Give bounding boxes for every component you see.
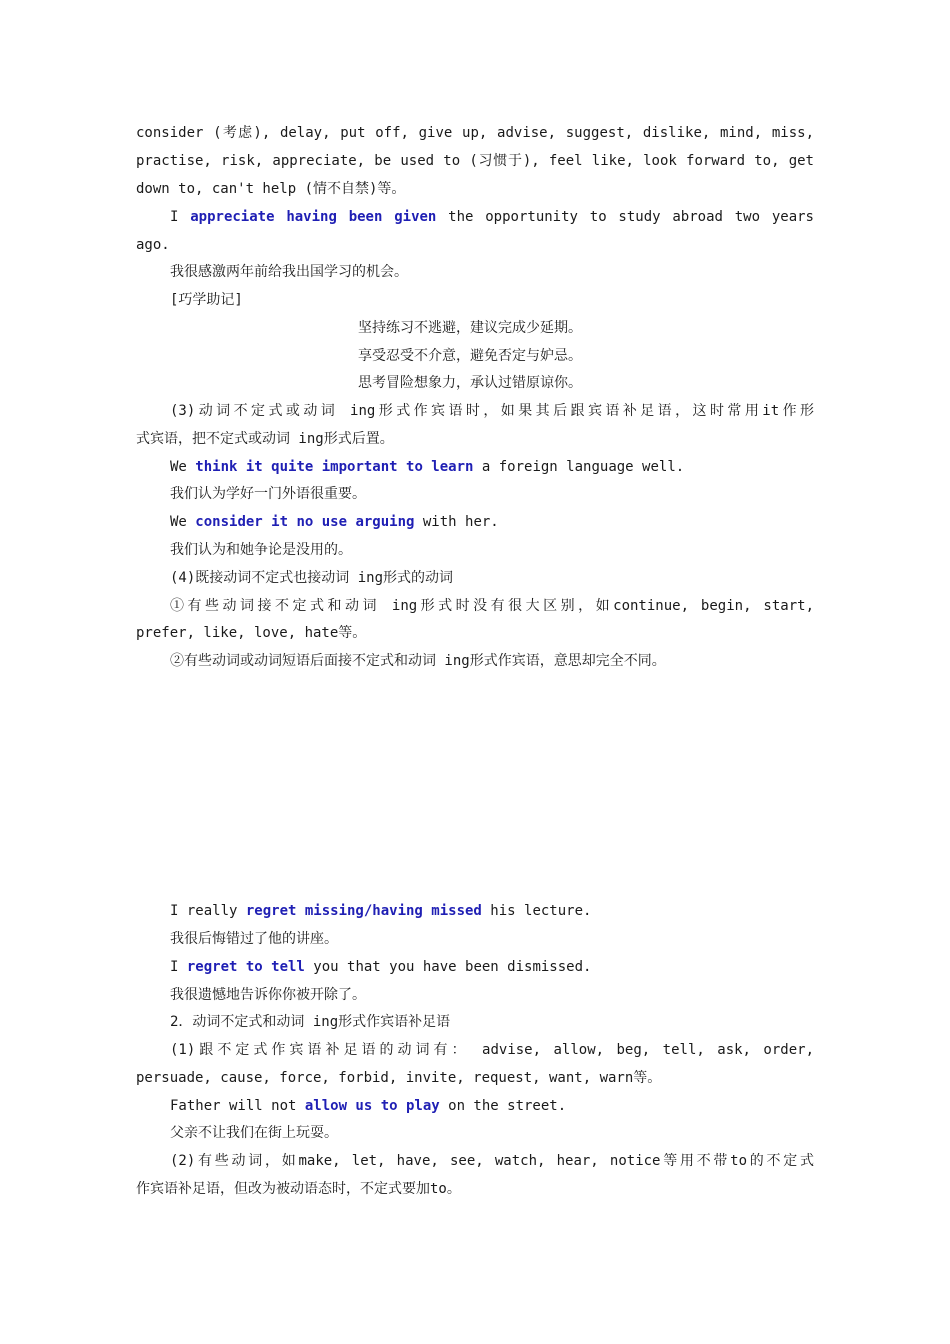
highlight: consider it no use arguing — [195, 514, 415, 530]
example-6-translation: 父亲不让我们在街上玩耍。 — [170, 1125, 338, 1141]
example-4-translation: 我很后悔错过了他的讲座。 — [170, 931, 338, 947]
example-text: with her. — [414, 514, 499, 530]
example-2 — [170, 457, 814, 477]
section-4-item-1-line-1: ①有些动词接不定式和动词 ing形式时没有很大区别，如continue, begin, start, — [170, 598, 814, 614]
tip-heading: [巧学助记] — [170, 292, 243, 308]
example-text: the opportunity to study abroad two years — [436, 209, 814, 225]
example-3 — [170, 512, 814, 532]
section-4-item-1-line-2: prefer, like, love, hate等。 — [136, 625, 367, 641]
highlight: regret to tell — [186, 959, 305, 975]
example-text: I really — [170, 903, 246, 919]
example-text: Father will not — [170, 1098, 305, 1114]
example-4 — [170, 901, 814, 921]
example-text: I — [170, 209, 191, 225]
section-3-line-2: 式宾语，把不定式或动词 ing形式后置。 — [136, 431, 394, 447]
section-2-2-line-2: 作宾语补足语，但改为被动语态时，不定式要加to。 — [136, 1181, 461, 1197]
example-2-translation: 我们认为学好一门外语很重要。 — [170, 486, 366, 502]
mnemonic-3: 思考冒险想象力，承认过错原谅你。 — [358, 375, 582, 391]
example-text: We — [170, 514, 196, 530]
highlight: think it quite important to learn — [195, 459, 474, 475]
example-1-translation: 我很感激两年前给我出国学习的机会。 — [170, 264, 408, 280]
example-text: his lecture. — [481, 903, 592, 919]
example-1-cont: ago. — [136, 237, 170, 253]
verb-list-line-2: practise, risk, appreciate, be used to (习惯于), feel like, look forward to, get — [136, 153, 814, 169]
section-2-heading: 2．动词不定式和动词 ing形式作宾语补足语 — [170, 1014, 451, 1030]
example-text: you that you have been dismissed. — [304, 959, 592, 975]
example-5 — [170, 957, 814, 977]
section-4-item-2: ②有些动词或动词短语后面接不定式和动词 ing形式作宾语，意思却完全不同。 — [170, 653, 666, 669]
example-text: I — [170, 959, 187, 975]
example-1 — [170, 207, 814, 227]
verb-list-line-1: consider (考虑), delay, put off, give up, advise, suggest, dislike, mind, miss, — [136, 125, 814, 141]
highlight: appreciate having been given — [190, 209, 437, 225]
highlight: regret missing/having missed — [245, 903, 482, 919]
section-4-heading: (4)既接动词不定式也接动词 ing形式的动词 — [170, 570, 453, 586]
section-2-2-line-1: (2)有些动词，如make, let, have, see, watch, hear, notice等用不带to的不定式 — [170, 1153, 814, 1169]
example-3-translation: 我们认为和她争论是没用的。 — [170, 542, 352, 558]
section-2-1-line-1: (1)跟不定式作宾语补足语的动词有： advise, allow, beg, tell, ask, order, — [170, 1042, 814, 1058]
section-3-line-1: (3)动词不定式或动词 ing形式作宾语时，如果其后跟宾语补足语，这时常用it作形 — [170, 403, 814, 419]
section-2-1-line-2: persuade, cause, force, forbid, invite, request, want, warn等。 — [136, 1070, 662, 1086]
example-6 — [170, 1096, 814, 1116]
example-5-translation: 我很遗憾地告诉你你被开除了。 — [170, 987, 366, 1003]
highlight: allow us to play — [304, 1098, 440, 1114]
example-text: on the street. — [439, 1098, 567, 1114]
mnemonic-2: 享受忍受不介意，避免否定与妒忌。 — [358, 348, 582, 364]
mnemonic-1: 坚持练习不逃避，建议完成少延期。 — [358, 320, 582, 336]
example-text: We — [170, 459, 196, 475]
example-text: a foreign language well. — [473, 459, 685, 475]
verb-list-line-3: down to, can't help (情不自禁)等。 — [136, 181, 406, 197]
